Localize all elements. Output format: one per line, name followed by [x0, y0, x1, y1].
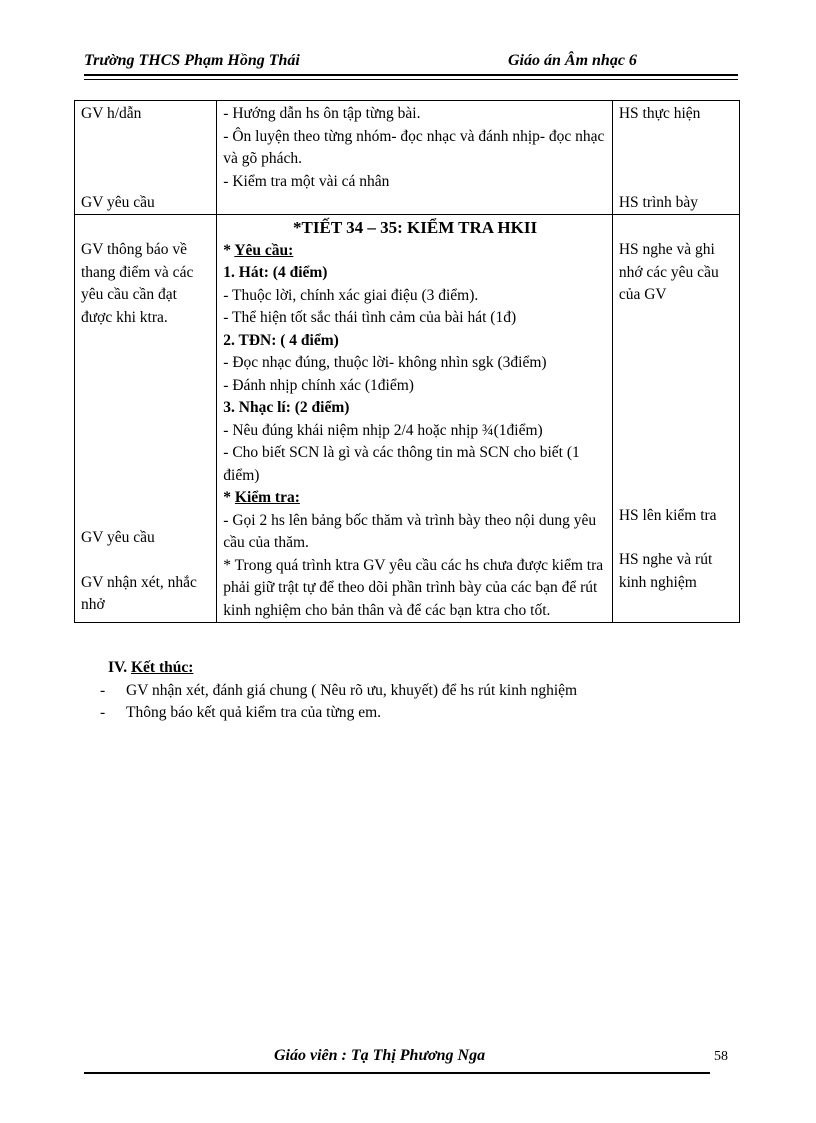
- teacher-activity: GV h/dẫn: [81, 105, 142, 122]
- content-line: - Đọc nhạc đúng, thuộc lời- không nhìn sgk (3điểm): [223, 354, 547, 371]
- content-cell: [217, 215, 613, 623]
- page-number: 58: [714, 1049, 728, 1064]
- subject-title: Giáo án Âm nhạc 6: [508, 52, 637, 69]
- page-header: [84, 52, 736, 76]
- student-activity: HS thực hiện: [618, 105, 701, 122]
- exam-bullet: *: [223, 489, 235, 506]
- content-cell: [217, 101, 613, 215]
- list-item: - Thông báo kết quả kiểm tra của từng em.: [100, 704, 382, 721]
- teacher-activity-cell: [75, 101, 217, 215]
- content-line: - Nêu đúng khái niệm nhịp 2/4 hoặc nhịp ¾(1điểm): [223, 421, 543, 439]
- list-item: - GV nhận xét, đánh giá chung ( Nêu rõ ưu, khuyết) để hs rút kinh nghiệm: [100, 681, 578, 699]
- requirements-bullet: *: [223, 241, 235, 259]
- content-line: - Ôn luyện theo từng nhóm- đọc nhạc và đánh nhịp- đọc nhạc và gõ phách.: [223, 127, 605, 167]
- student-activity: HS nghe và ghi nhớ các yêu cầu của GV: [618, 241, 719, 303]
- student-activity: HS lên kiểm tra: [618, 506, 717, 524]
- teacher-activity: GV yêu cầu: [81, 529, 155, 546]
- teacher-activity: GV thông báo về thang điểm và các yêu cầu cần đạt được khi ktra.: [81, 241, 194, 326]
- header-rule-thin: [84, 79, 738, 80]
- footer-rule: [84, 1072, 710, 1074]
- closing-numeral: IV.: [108, 659, 131, 676]
- list-item-text: GV nhận xét, đánh giá chung ( Nêu rõ ưu, khuyết) để hs rút kinh nghiệm: [126, 681, 578, 699]
- closing-section: [100, 657, 728, 725]
- content-line: * Trong quá trình ktra GV yêu cầu các hs chưa được kiểm tra phải giữ trật tự để theo dõi phần trình bày của các bạn để rút kinh nghiệm cho bản thân và để các bạn ktra cho tốt.: [223, 556, 604, 619]
- closing-heading: [108, 657, 728, 680]
- table-row: [75, 215, 740, 623]
- page-footer: [84, 1047, 736, 1071]
- requirements-label: Yêu cầu:: [234, 241, 294, 259]
- content-line: - Hướng dẫn hs ôn tập từng bài.: [223, 105, 421, 122]
- student-activity: HS nghe và rút kinh nghiệm: [618, 551, 713, 591]
- list-item-text: Thông báo kết quả kiểm tra của từng em.: [126, 704, 382, 721]
- student-activity-cell: [612, 215, 739, 623]
- teacher-activity: GV nhận xét, nhắc nhở: [81, 573, 197, 613]
- student-activity-cell: [612, 101, 739, 215]
- lesson-title: *TIẾT 34 – 35: KIỂM TRA HKII: [293, 218, 538, 237]
- teacher-name: Giáo viên : Tạ Thị Phương Nga: [274, 1047, 486, 1064]
- exam-label: Kiểm tra:: [234, 489, 300, 506]
- sight-reading-heading: 2. TĐN: ( 4 điểm): [223, 331, 339, 349]
- content-line: - Thuộc lời, chính xác giai điệu (3 điểm).: [223, 286, 479, 304]
- closing-label: Kết thúc:: [130, 659, 194, 676]
- teacher-activity-cell: [75, 215, 217, 623]
- school-name: Trường THCS Phạm Hồng Thái: [84, 52, 300, 69]
- content-line: - Kiểm tra một vài cá nhân: [223, 172, 390, 190]
- content-line: - Thể hiện tốt sắc thái tình cảm của bài hát (1đ): [223, 309, 517, 326]
- content-line: - Gọi 2 hs lên bảng bốc thăm và trình bày theo nội dung yêu cầu của thăm.: [223, 511, 597, 551]
- table-row: [75, 101, 740, 215]
- content-line: - Đánh nhịp chính xác (1điểm): [223, 376, 414, 394]
- singing-heading: 1. Hát: (4 điểm): [223, 264, 328, 281]
- student-activity: HS trình bày: [618, 193, 699, 211]
- exam-heading: [223, 487, 607, 510]
- requirements-heading: [223, 240, 607, 263]
- teacher-activity: GV yêu cầu: [81, 193, 155, 211]
- content-line: - Cho biết SCN là gì và các thông tin mà SCN cho biết (1 điểm): [223, 444, 580, 484]
- music-theory-heading: 3. Nhạc lí: (2 điểm): [223, 399, 350, 416]
- lesson-table: [74, 100, 740, 623]
- header-rule-thick: [84, 74, 738, 76]
